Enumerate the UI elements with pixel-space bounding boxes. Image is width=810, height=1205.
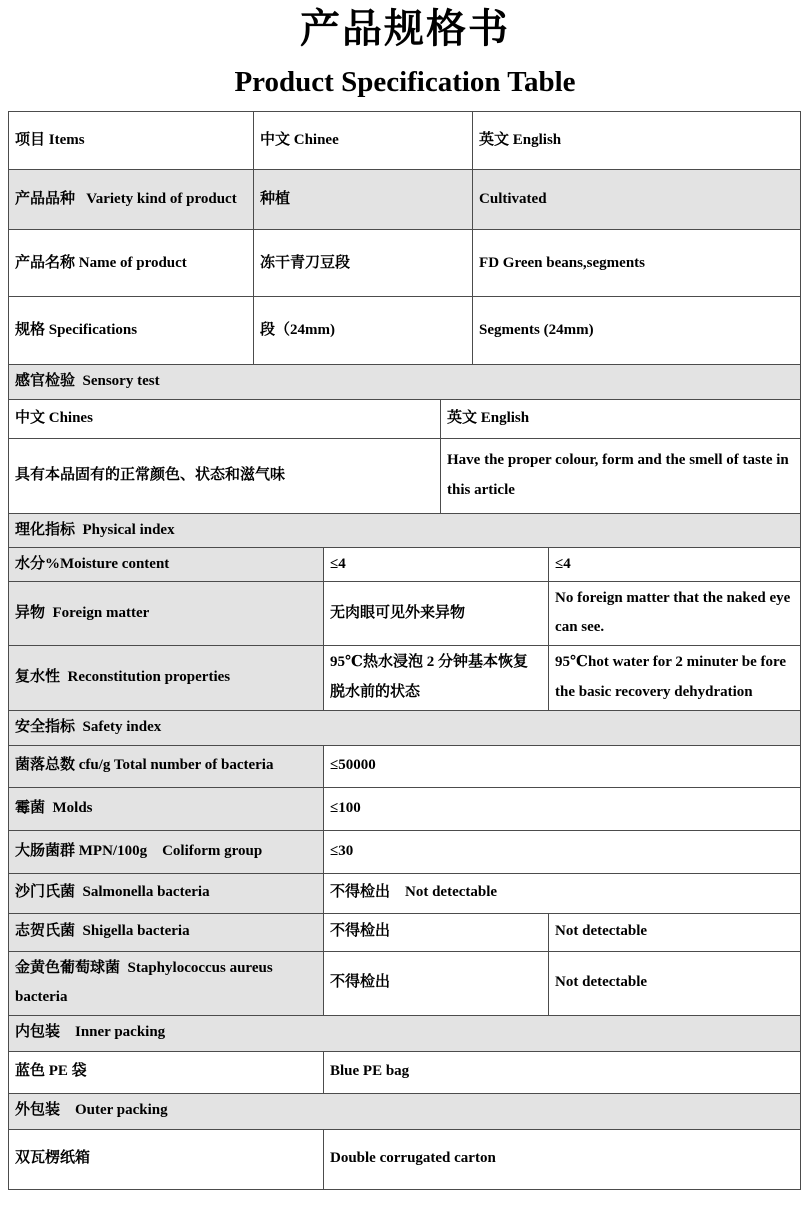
name-en-cell: FD Green beans,segments <box>473 230 801 297</box>
page-title-english: Product Specification Table <box>234 66 576 98</box>
spec-en-cell: Segments (24mm) <box>473 297 801 365</box>
inner-packing-en-cell: Blue PE bag <box>324 1051 801 1093</box>
table-row <box>9 645 801 710</box>
variety-label-cell: 产品品种 Variety kind of product <box>9 170 254 230</box>
shigella-cn-cell: 不得检出 <box>324 913 549 951</box>
moisture-cn-cell: ≤4 <box>324 547 549 581</box>
reconstitution-label-cell: 复水性 Reconstitution properties <box>9 645 324 710</box>
table-row <box>9 582 801 646</box>
outer-packing-cn-cell: 双瓦楞纸箱 <box>9 1129 324 1189</box>
section-row-inner-packing <box>9 1015 801 1051</box>
outer-packing-en-cell: Double corrugated carton <box>324 1129 801 1189</box>
table-row <box>9 170 801 230</box>
shigella-label-cell: 志贺氏菌 Shigella bacteria <box>9 913 324 951</box>
safety-section-cell: 安全指标 Safety index <box>9 710 801 745</box>
foreign-en-cell: No foreign matter that the naked eye can see. <box>549 582 801 646</box>
bacteria-total-label-cell: 菌落总数 cfu/g Total number of bacteria <box>9 745 324 787</box>
staphylococcus-cn-cell: 不得检出 <box>324 951 549 1015</box>
name-label-cell: 产品名称 Name of product <box>9 230 254 297</box>
name-cn-cell: 冻干青刀豆段 <box>254 230 473 297</box>
variety-en-cell: Cultivated <box>473 170 801 230</box>
header-english-cell: 英文 English <box>473 112 801 170</box>
inner-packing-cn-cell: 蓝色 PE 袋 <box>9 1051 324 1093</box>
table-row <box>9 547 801 581</box>
section-row-outer-packing <box>9 1093 801 1129</box>
table-row <box>9 951 801 1015</box>
table-row <box>9 297 801 365</box>
staphylococcus-label-cell: 金黄色葡萄球菌 Staphylococcus aureus bacteria <box>9 951 324 1015</box>
section-row-sensory <box>9 365 801 399</box>
sensory-section-cell: 感官检验 Sensory test <box>9 365 801 399</box>
table-row <box>9 438 801 513</box>
table-row <box>9 830 801 873</box>
header-items-cell: 项目 Items <box>9 112 254 170</box>
spec-cn-cell: 段（24mm) <box>254 297 473 365</box>
molds-value-cell: ≤100 <box>324 787 801 830</box>
bacteria-total-value-cell: ≤50000 <box>324 745 801 787</box>
coliform-value-cell: ≤30 <box>324 830 801 873</box>
shigella-en-cell: Not detectable <box>549 913 801 951</box>
section-row-safety <box>9 710 801 745</box>
reconstitution-en-cell: 95℃hot water for 2 minuter be fore the basic recovery dehydration <box>549 645 801 710</box>
molds-label-cell: 霉菌 Molds <box>9 787 324 830</box>
staphylococcus-en-cell: Not detectable <box>549 951 801 1015</box>
table-row <box>9 1129 801 1189</box>
table-row <box>9 913 801 951</box>
document-page <box>0 6 810 1190</box>
coliform-label-cell: 大肠菌群 MPN/100g Coliform group <box>9 830 324 873</box>
table-row <box>9 787 801 830</box>
table-row <box>9 873 801 913</box>
variety-cn-cell: 种植 <box>254 170 473 230</box>
page-title-chinese: 产品规格书 <box>300 6 510 51</box>
spec-table <box>8 111 801 1189</box>
sensory-en-header-cell: 英文 English <box>441 399 801 438</box>
sensory-desc-en-cell: Have the proper colour, form and the smell of taste in this article <box>441 438 801 513</box>
moisture-en-cell: ≤4 <box>549 547 801 581</box>
foreign-cn-cell: 无肉眼可见外来异物 <box>324 582 549 646</box>
table-row <box>9 399 801 438</box>
table-row <box>9 112 801 170</box>
header-chinese-cell: 中文 Chinee <box>254 112 473 170</box>
section-row-physical <box>9 513 801 547</box>
salmonella-label-cell: 沙门氏菌 Salmonella bacteria <box>9 873 324 913</box>
salmonella-value-cell: 不得检出 Not detectable <box>324 873 801 913</box>
moisture-label-cell: 水分%Moisture content <box>9 547 324 581</box>
sensory-desc-cn-cell: 具有本品固有的正常颜色、状态和滋气味 <box>9 438 441 513</box>
reconstitution-cn-cell: 95℃热水浸泡 2 分钟基本恢复脱水前的状态 <box>324 645 549 710</box>
spec-label-cell: 规格 Specifications <box>9 297 254 365</box>
inner-packing-section-cell: 内包装 Inner packing <box>9 1015 801 1051</box>
physical-section-cell: 理化指标 Physical index <box>9 513 801 547</box>
table-row <box>9 745 801 787</box>
outer-packing-section-cell: 外包装 Outer packing <box>9 1093 801 1129</box>
table-row <box>9 230 801 297</box>
table-row <box>9 1051 801 1093</box>
foreign-label-cell: 异物 Foreign matter <box>9 582 324 646</box>
sensory-cn-header-cell: 中文 Chines <box>9 399 441 438</box>
